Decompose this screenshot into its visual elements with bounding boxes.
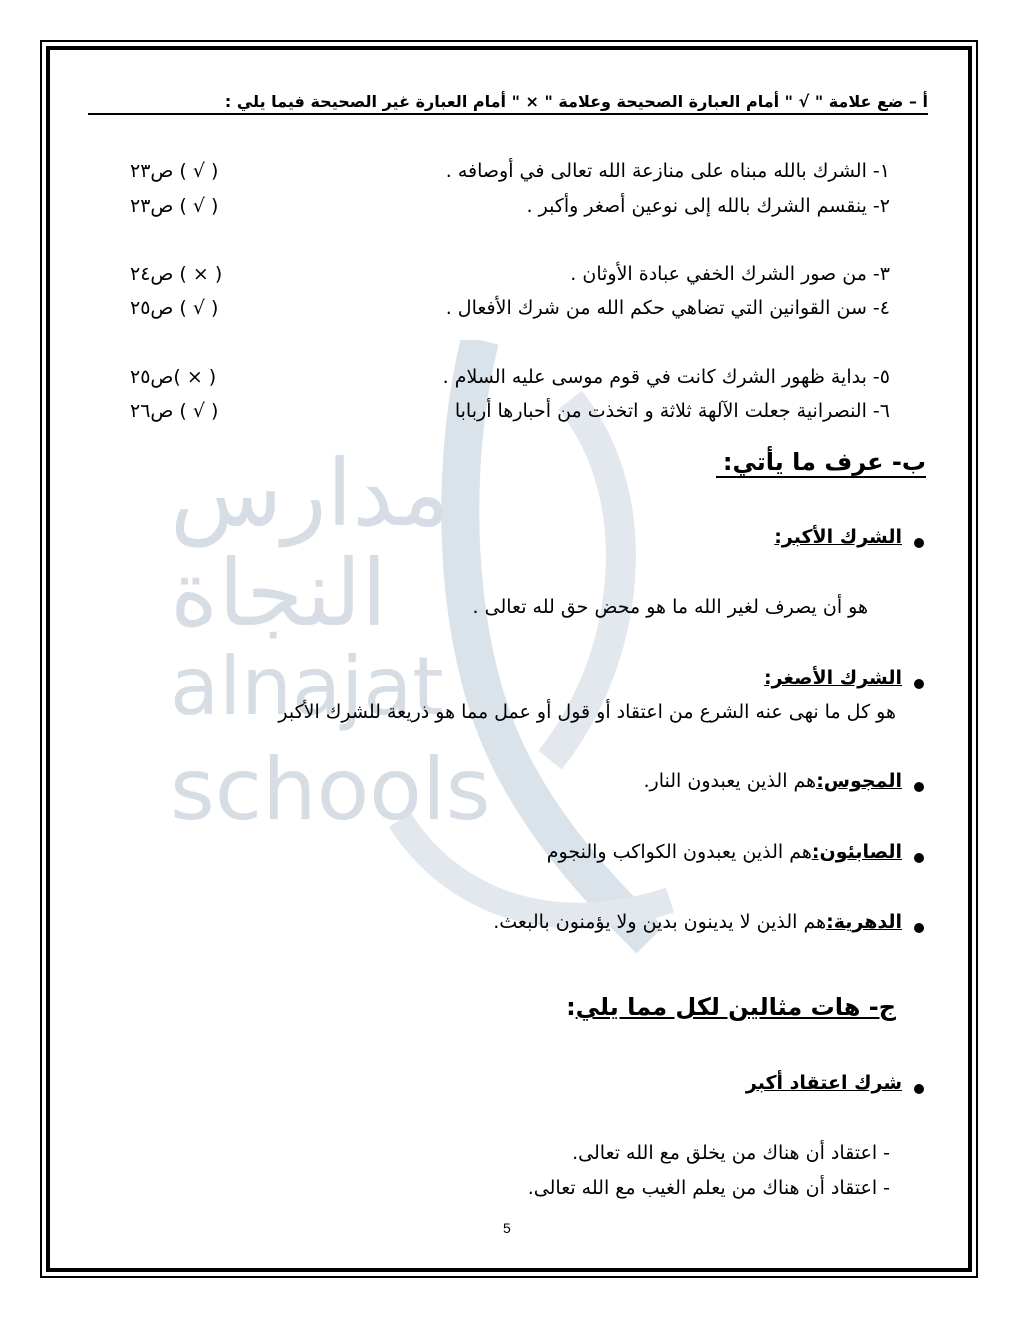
term-definition: هم الذين يعبدون النار. [643, 770, 817, 792]
term-row [774, 526, 902, 548]
example-item: - اعتقاد أن هناك من يخلق مع الله تعالى. [572, 1142, 890, 1164]
term-row [644, 770, 902, 792]
bullet-icon [914, 853, 924, 863]
answer-mark: ( √ ) ص٢٦ [130, 400, 219, 422]
watermark-line3: alnajat [170, 640, 444, 733]
question-text: ٢- ينقسم الشرك بالله إلى نوعين أصغر وأكبر . [526, 195, 890, 217]
term-row [493, 911, 902, 933]
term-definition: هم الذين لا يدينون بدين ولا يؤمنون بالبعث. [493, 911, 827, 933]
question-text: ٥- بداية ظهور الشرك كانت في قوم موسى عليه السلام . [442, 366, 890, 388]
term-label: الصابئون: [811, 841, 902, 863]
question-row [130, 195, 890, 225]
term-label: الشرك الأكبر: [774, 526, 902, 548]
term-label: الدهرية: [826, 911, 902, 933]
question-text: ٣- من صور الشرك الخفي عبادة الأوثان . [570, 263, 890, 285]
section-c-heading-text: ج- هات مثالين لكل مما يلي [575, 993, 896, 1021]
example-item: - اعتقاد أن هناك من يعلم الغيب مع الله تعالى. [527, 1177, 890, 1199]
question-text: ٦- النصرانية جعلت الآلهة ثلاثة و اتخذت من أحبارها أربابا [454, 400, 890, 422]
question-row [130, 160, 890, 190]
section-a-heading: أ – ضع علامة " √ " أمام العبارة الصحيحة وعلامة " × " أمام العبارة غير الصحيحة فيما يلي : [88, 92, 928, 115]
question-row [130, 400, 890, 430]
answer-mark: ( √ ) ص٢٥ [130, 297, 219, 319]
bullet-icon [914, 538, 924, 548]
term-label: الشرك الأصغر: [764, 667, 902, 689]
page-number: 5 [503, 1220, 511, 1236]
answer-mark: ( √ ) ص٢٣ [130, 160, 219, 182]
question-text: ١- الشرك بالله مبناه على منازعة الله تعالى في أوصافه . [445, 160, 890, 182]
term-definition: هو كل ما نهى عنه الشرع من اعتقاد أو قول أو عمل مما هو ذريعة للشرك الأكبر [278, 701, 896, 723]
bullet-icon [914, 782, 924, 792]
question-row [130, 263, 890, 293]
section-c-heading [566, 993, 896, 1021]
bullet-icon [914, 923, 924, 933]
example-subheading: شرك اعتقاد أكبر [745, 1072, 902, 1094]
answer-mark: ( √ ) ص٢٣ [130, 195, 219, 217]
section-b-heading-text: ب- عرف ما يأتي [732, 448, 926, 476]
term-row [764, 667, 902, 689]
term-label: المجوس: [816, 770, 902, 792]
answer-mark: ( × ) ص٢٤ [130, 263, 223, 285]
term-definition: هم الذين يعبدون الكواكب والنجوم [546, 841, 812, 863]
bullet-icon [914, 679, 924, 689]
question-row [130, 366, 890, 396]
bullet-icon [914, 1084, 924, 1094]
watermark-line1: مدارس [170, 440, 450, 547]
question-text: ٤- سن القوانين التي تضاهي حكم الله من شرك الأفعال . [445, 297, 890, 319]
section-b-heading-colon: : [722, 448, 733, 476]
term-row [547, 841, 902, 863]
term-definition: هو أن يصرف لغير الله ما هو محض حق لله تعالى . [472, 596, 868, 618]
answer-mark: ( × )ص٢٥ [130, 366, 217, 388]
watermark-line2: النجاة [170, 540, 387, 647]
watermark-line4: schools [170, 740, 491, 840]
subheading-row [746, 1072, 902, 1094]
section-c-heading-colon: : [566, 993, 576, 1021]
question-row [130, 297, 890, 327]
section-b-heading [716, 448, 926, 478]
